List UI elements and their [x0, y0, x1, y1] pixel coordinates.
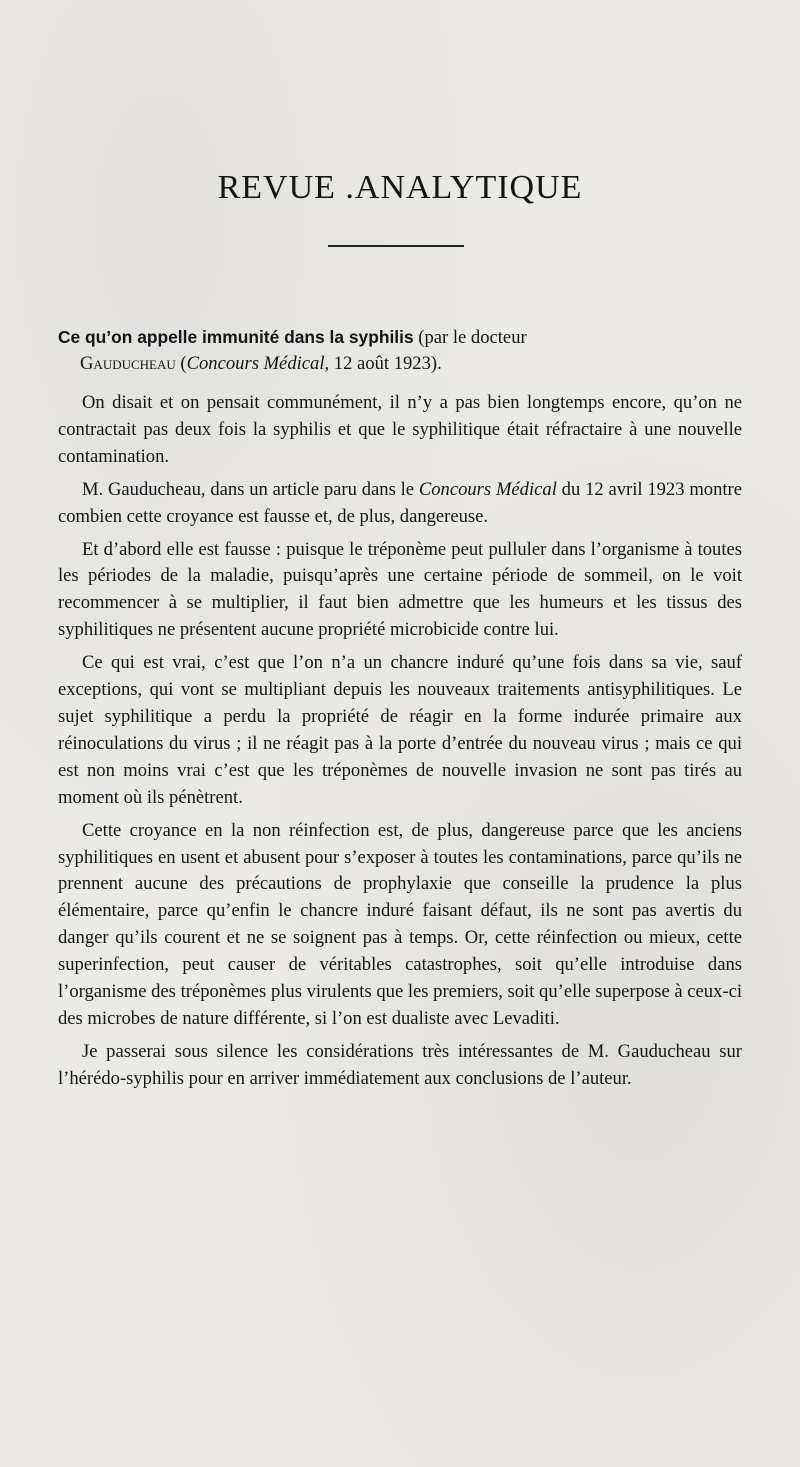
publication-date: 12 août 1923). — [329, 353, 442, 374]
article-body — [58, 390, 742, 1093]
author-name: Gauducheau — [80, 353, 176, 374]
paragraph-6: Je passerai sous silence les considérations très intéressantes de M. Gauducheau sur l’hérédo-syphilis pour en arriver immédiatement aux conclusions de l’auteur. — [58, 1040, 742, 1089]
paragraph-1: On disait et on pensait communément, il n’y a pas bien longtemps encore, qu’on ne contractait pas deux fois la syphilis et que le syphilitique était réfractaire à une nouvelle contamination. — [58, 392, 742, 467]
byline-open: ( — [175, 353, 187, 374]
byline-line — [58, 351, 748, 377]
paragraph-2-start: M. Gauducheau, dans un article paru dans le — [82, 478, 419, 500]
article-header — [58, 324, 748, 377]
article-title: Ce qu’on appelle immunité dans la syphilis — [58, 327, 414, 347]
paragraph-2-end: du 12 avril 1923 montre combien cette croyance est fausse et, de plus, dangereuse. — [58, 478, 742, 527]
paragraph-3: Et d’abord elle est fausse : puisque le tréponème peut pulluler dans l’organisme à toutes les périodes de la maladie, puisqu’après une certaine période de sommeil, on le voit recommencer à se multiplier, il faut bien admettre que les humeurs et les tissus des syphilitiques ne présentent aucune propriété microbicide contre lui. — [58, 538, 742, 641]
paragraph-5: Cette croyance en la non réinfection est, de plus, dangereuse parce que les anciens syphilitiques en usent et abusent pour s’exposer à toutes les contaminations, parce qu’ils ne prennent aucune des précautions de prophylaxie que conseille la prudence la plus élémentaire, parce qu’enfin le chancre induré faisant défaut, ils ne sont pas avertis du danger qu’ils courent et ne se soignent pas à temps. Or, cette réinfection ou mieux, cette superinfection, peut causer de véritables catastrophes, soit qu’elle introduise dans l’organisme des tréponèmes plus virulents que les premiers, soit qu’elle superpose à ceux-ci des microbes de nature différente, si l’on est dualiste avec Levaditi. — [58, 819, 742, 1029]
paragraph-2 — [58, 477, 742, 531]
source-journal: Concours Médical, — [186, 353, 330, 374]
byline-prefix: (par le docteur — [413, 327, 527, 348]
paragraph-2-source: Concours Médical — [418, 478, 557, 500]
heading-divider — [328, 245, 464, 247]
section-heading: REVUE .ANALYTIQUE — [217, 169, 583, 206]
paragraph-4: Ce qui est vrai, c’est que l’on n’a un chancre induré qu’une fois dans sa vie, sauf exceptions, qui vont se multipliant depuis les nouveaux traitements antisyphilitiques. Le sujet syphilitique a perdu la propriété de réagir en la forme indurée primaire aux réinoculations du virus ; il ne réagit pas à la porte d’entrée du nouveau virus ; mais ce qui est non moins vrai c’est que les tréponèmes de nouvelle invasion ne sont pas tirés au moment où ils pénètrent. — [58, 652, 742, 808]
